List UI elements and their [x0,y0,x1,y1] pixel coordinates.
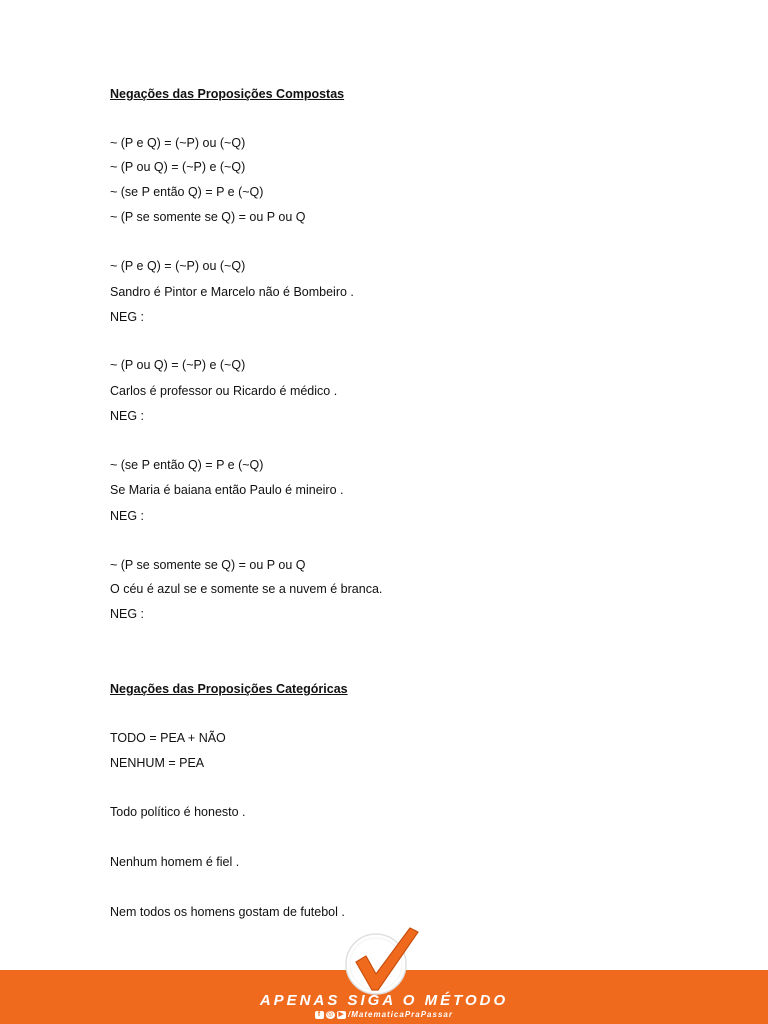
section-heading-categoricas: Negações das Proposições Categóricas [110,682,348,696]
rule-line: TODO = PEA + NÃO [110,731,226,745]
example-sentence: Sandro é Pintor e Marcelo não é Bombeiro . [110,285,354,299]
checkmark-logo-icon [342,922,420,998]
section-heading-compostas: Negações das Proposições Compostas [110,87,345,101]
neg-label: NEG : [110,409,145,423]
rule-line: NENHUM = PEA [110,756,205,770]
example-sentence: Se Maria é baiana então Paulo é mineiro . [110,483,344,497]
youtube-icon: ▶ [338,1011,345,1018]
facebook-icon: f [315,1011,324,1019]
example-rule: ~ (P se somente se Q) = ou P ou Q [110,558,306,572]
rule-line: ~ (P ou Q) = (~P) e (~Q) [110,160,246,174]
neg-label: NEG : [110,310,145,324]
neg-label: NEG : [110,509,145,523]
rule-line: ~ (P se somente se Q) = ou P ou Q [110,210,306,224]
example-rule: ~ (se P então Q) = P e (~Q) [110,458,264,472]
categorical-sentence: Todo político é honesto . [110,805,246,819]
social-handle: /MatematicaPraPassar [348,1010,453,1019]
rule-line: ~ (se P então Q) = P e (~Q) [110,185,264,199]
instagram-icon: ◎ [326,1011,335,1018]
footer-slogan: APENAS SIGA O MÉTODO [259,992,509,1009]
example-sentence: O céu é azul se e somente se a nuvem é branca. [110,582,383,596]
categorical-sentence: Nem todos os homens gostam de futebol . [110,905,345,919]
categorical-sentence: Nenhum homem é fiel . [110,855,240,869]
example-sentence: Carlos é professor ou Ricardo é médico . [110,384,338,398]
neg-label: NEG : [110,607,145,621]
example-rule: ~ (P ou Q) = (~P) e (~Q) [110,358,246,372]
social-row [0,1010,768,1020]
rule-line: ~ (P e Q) = (~P) ou (~Q) [110,136,246,150]
example-rule: ~ (P e Q) = (~P) ou (~Q) [110,259,246,273]
